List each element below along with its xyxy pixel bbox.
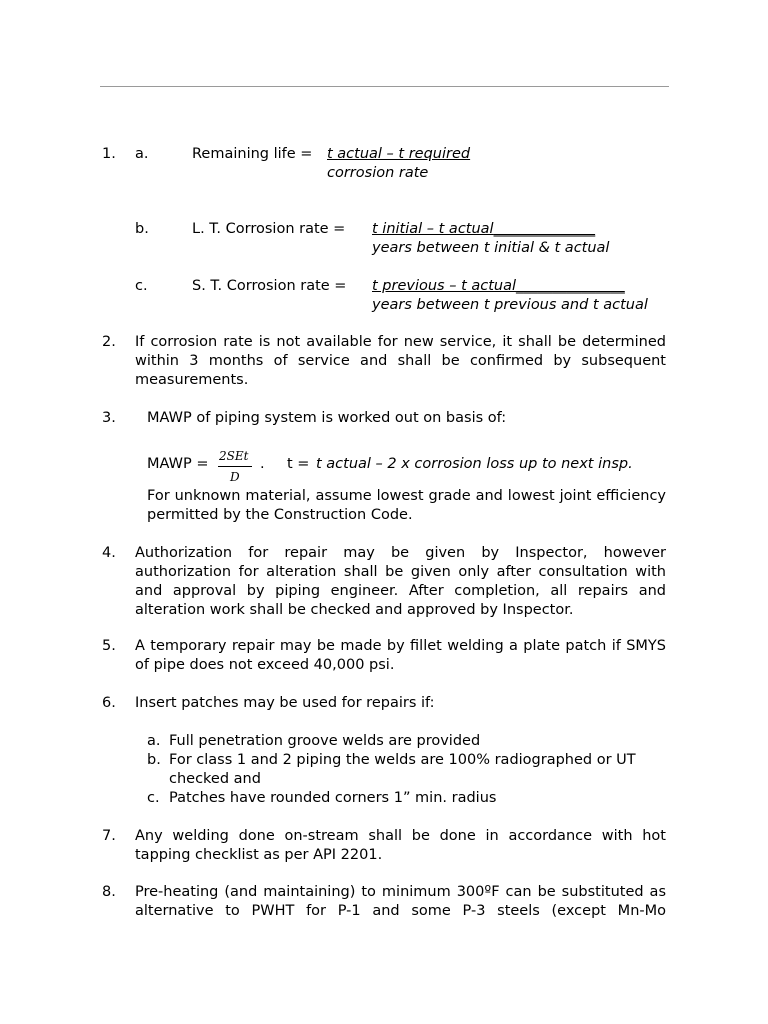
item-5-text: A temporary repair may be made by fillet welding a plate patch if SMYS of pipe does not exceed 40,000 psi. bbox=[135, 638, 666, 673]
mawp-fraction-bar bbox=[218, 466, 252, 467]
item-5-number: 5. bbox=[102, 638, 116, 654]
item-6c-letter: c. bbox=[147, 790, 160, 806]
t-expression: t actual – 2 x corrosion loss up to next insp. bbox=[316, 456, 633, 472]
mawp-fraction-numerator: 2SEt bbox=[219, 449, 249, 463]
item-7-text: Any welding done on-stream shall be done in accordance with hot tapping checklist as per API 2201. bbox=[135, 828, 666, 863]
item-8-number: 8. bbox=[102, 884, 116, 900]
item-6-number: 6. bbox=[102, 695, 116, 711]
item-4-text: Authorization for repair may be given by Inspector, however authorization for alteration shall be given only after consultation with and approval by piping engineer. After completion, all repairs and alteration work shall be checked and approved by Inspector. bbox=[135, 545, 666, 618]
item-6a-text: Full penetration groove welds are provided bbox=[169, 733, 481, 749]
item-3-note: For unknown material, assume lowest grade and lowest joint efficiency permitted by the Construction Code. bbox=[147, 488, 666, 523]
mawp-label: MAWP = bbox=[147, 456, 209, 472]
st-corrosion-numerator-fill: _______________ bbox=[516, 278, 625, 294]
lt-corrosion-numerator: t initial – t actual______________ bbox=[372, 221, 596, 237]
item-7-number: 7. bbox=[102, 828, 116, 844]
item-6b-text: For class 1 and 2 piping the welds are 100% radiographed or UT checked and bbox=[169, 752, 636, 787]
t-label: t = bbox=[287, 456, 310, 472]
item-6-text: Insert patches may be used for repairs if: bbox=[135, 695, 435, 711]
item-6c-text: Patches have rounded corners 1” min. radius bbox=[169, 790, 497, 806]
item-1a-letter: a. bbox=[135, 146, 149, 162]
st-corrosion-numerator: t previous – t actual_______________ bbox=[372, 278, 625, 294]
lt-corrosion-denominator: years between t initial & t actual bbox=[372, 240, 610, 256]
mawp-dot: . bbox=[260, 456, 265, 472]
remaining-life-label: Remaining life = bbox=[192, 146, 313, 162]
item-1c-letter: c. bbox=[135, 278, 148, 294]
mawp-fraction-denominator: D bbox=[230, 470, 240, 484]
lt-corrosion-label: L. T. Corrosion rate = bbox=[192, 221, 346, 237]
item-3-number: 3. bbox=[102, 410, 116, 426]
st-corrosion-denominator: years between t previous and t actual bbox=[372, 297, 648, 313]
item-2-number: 2. bbox=[102, 334, 116, 350]
item-1-number: 1. bbox=[102, 146, 116, 162]
item-2-text: If corrosion rate is not available for new service, it shall be determined within 3 months of service and shall be confirmed by subsequent measurements. bbox=[135, 334, 666, 388]
item-6a-letter: a. bbox=[147, 733, 161, 749]
item-4-number: 4. bbox=[102, 545, 116, 561]
item-1b-letter: b. bbox=[135, 221, 149, 237]
st-corrosion-label: S. T. Corrosion rate = bbox=[192, 278, 347, 294]
item-3-text: MAWP of piping system is worked out on basis of: bbox=[147, 410, 507, 426]
remaining-life-numerator: t actual – t required bbox=[327, 146, 471, 162]
lt-corrosion-numerator-fill: ______________ bbox=[493, 221, 596, 237]
item-6b-letter: b. bbox=[147, 752, 161, 768]
item-8-text: Pre-heating (and maintaining) to minimum 300ºF can be substituted as alternative to PWHT for P-1 and some P-3 steels (except Mn-Mo bbox=[135, 884, 666, 919]
remaining-life-denominator: corrosion rate bbox=[327, 165, 429, 181]
header-rule bbox=[100, 86, 669, 87]
